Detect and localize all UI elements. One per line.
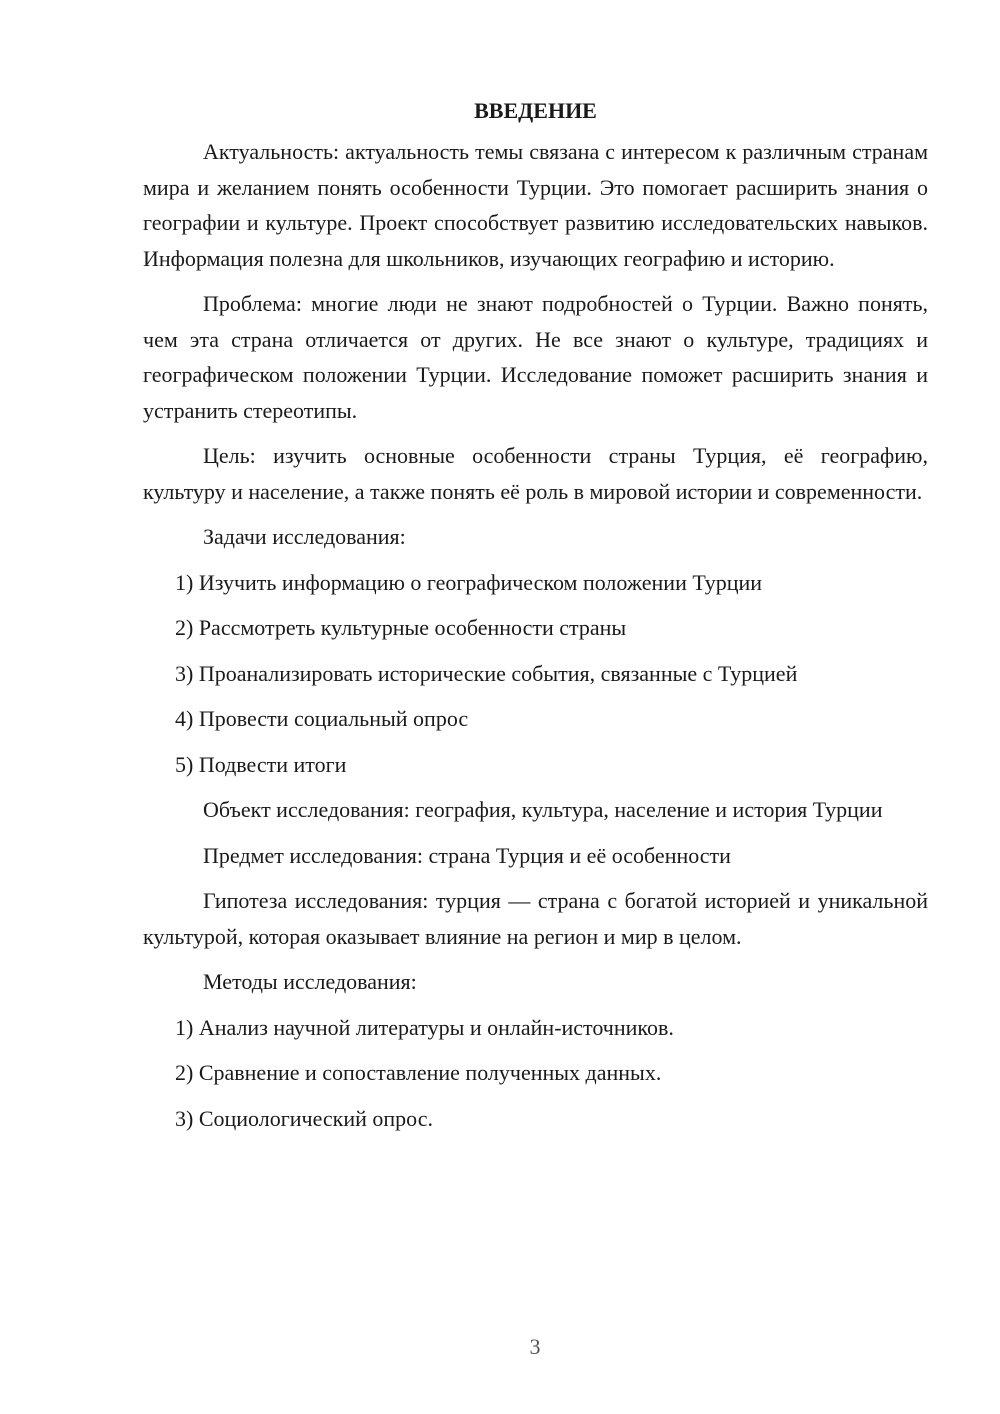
list-item: 3) Социологический опрос. bbox=[175, 1105, 433, 1131]
tasks-list bbox=[143, 565, 928, 783]
tasks-heading: Задачи исследования: bbox=[203, 524, 406, 549]
goal-paragraph: Цель: изучить основные особенности страны Турция, её географию, культуру и население, а также понять её роль в мировой истории и современности. bbox=[143, 443, 928, 504]
document-page bbox=[143, 96, 928, 1146]
section-title: ВВЕДЕНИЕ bbox=[474, 98, 597, 123]
relevance-paragraph: Актуальность: актуальность темы связана с интересом к различным странам мира и желанием понять особенности Турции. Это помогает расширить знания о географии и культуре. Проект способствует развитию исследовательских навыков. Информация полезна для школьников, изучающих географию и историю. bbox=[143, 139, 928, 271]
hypothesis-paragraph: Гипотеза исследования: турция — страна с богатой историей и уникальной культурой, которая оказывает влияние на регион и мир в целом. bbox=[143, 888, 928, 949]
list-item: 5) Подвести итоги bbox=[175, 751, 347, 777]
page-number: 3 bbox=[529, 1334, 541, 1359]
list-item: 3) Проанализировать исторические события, связанные с Турцией bbox=[175, 660, 798, 686]
problem-paragraph: Проблема: многие люди не знают подробностей о Турции. Важно понять, чем эта страна отличается от других. Не все знают о культуре, традициях и географическом положении Турции. Исследование поможет расширить знания и устранить стереотипы. bbox=[143, 291, 928, 423]
object-paragraph: Объект исследования: география, культура, население и история Турции bbox=[203, 797, 883, 822]
list-item: 2) Рассмотреть культурные особенности страны bbox=[175, 615, 627, 640]
list-item: 4) Провести социальный опрос bbox=[175, 706, 469, 731]
list-item: 1) Анализ научной литературы и онлайн-источников. bbox=[175, 1014, 674, 1040]
methods-list bbox=[143, 1010, 928, 1137]
methods-heading: Методы исследования: bbox=[203, 969, 417, 994]
list-item: 1) Изучить информацию о географическом положении Турции bbox=[175, 569, 763, 595]
list-item: 2) Сравнение и сопоставление полученных данных. bbox=[175, 1060, 662, 1085]
subject-paragraph: Предмет исследования: страна Турция и её особенности bbox=[203, 842, 731, 868]
